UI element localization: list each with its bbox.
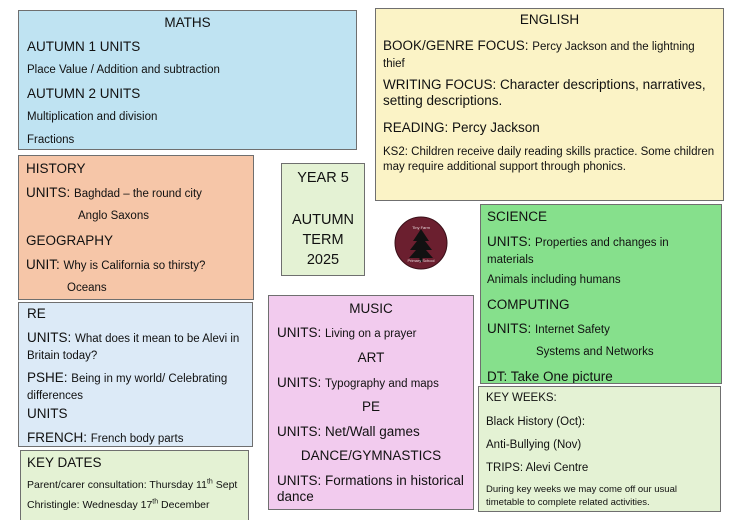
english-book-label: BOOK/GENRE FOCUS: — [383, 38, 529, 53]
english-reading-label: READING: — [383, 120, 449, 135]
maths-autumn1-text: Place Value / Addition and subtraction — [27, 64, 220, 76]
pshe-value: Being in my world/ Celebrating differences — [27, 373, 228, 402]
science-heading: SCIENCE — [487, 209, 548, 224]
pe-units-value: Net/Wall games — [325, 424, 420, 439]
re-units-value: What does it mean to be Alevi in Britain today? — [27, 333, 240, 362]
computing-unit1 — [487, 321, 610, 338]
key-weeks-line3: TRIPS: Alevi Centre — [486, 462, 589, 474]
dance-units-value: Formations in historical dance — [277, 473, 464, 504]
key-date-1-tail: Sept — [212, 479, 238, 491]
history-unit2: Anglo Saxons — [78, 210, 149, 222]
key-weeks-line2: Anti-Bullying (Nov) — [486, 439, 582, 451]
pe-units — [277, 424, 420, 440]
re-heading: RE — [27, 306, 46, 321]
maths-heading: MATHS — [164, 15, 211, 30]
music-heading: MUSIC — [349, 301, 393, 316]
maths-autumn2-line2: Fractions — [27, 134, 75, 146]
geography-unit1 — [26, 257, 205, 274]
geography-unit1-value: Why is California so thirsty? — [63, 260, 206, 272]
art-heading: ART — [357, 350, 385, 365]
english-box — [375, 8, 724, 201]
science-unit2: Animals including humans — [487, 274, 621, 286]
english-book — [383, 38, 717, 72]
geography-unit-label: UNIT: — [26, 257, 60, 272]
science-units — [487, 234, 715, 268]
key-date-2 — [27, 498, 210, 512]
key-weeks-heading: KEY WEEKS: — [486, 392, 557, 404]
science-units-value: Properties and changes in materials — [487, 237, 669, 266]
term-line1: AUTUMN — [291, 212, 355, 228]
key-date-1-sup: th — [206, 478, 213, 486]
key-weeks-line1: Black History (Oct): — [486, 416, 586, 428]
history-heading: HISTORY — [26, 161, 86, 176]
english-writing-value: Character descriptions, narratives, setting descriptions. — [383, 77, 706, 108]
maths-autumn2-line1: Multiplication and division — [27, 111, 158, 123]
art-units-value: Typography and maps — [325, 378, 439, 390]
term-box — [281, 163, 365, 276]
french-label: FRENCH: — [27, 430, 87, 445]
french-value: French body parts — [90, 433, 184, 445]
english-writing — [383, 77, 717, 109]
english-book-value: Percy Jackson and the lightning thief — [383, 41, 695, 70]
pshe-label: PSHE: — [27, 370, 68, 385]
key-dates-heading: KEY DATES — [27, 455, 102, 470]
key-date-1-text: Parent/carer consultation: Thursday 11 — [27, 479, 207, 491]
english-ks2-value: Children receive daily reading skills practice. Some children may require additional support through phonics. — [383, 146, 715, 173]
music-units — [277, 325, 416, 342]
year-label: YEAR 5 — [297, 170, 349, 186]
art-units — [277, 375, 439, 392]
english-ks2 — [383, 145, 717, 175]
computing-units-label: UNITS: — [487, 321, 532, 336]
key-weeks-note: During key weeks we may come off our usual timetable to complete related activities. — [486, 484, 677, 508]
geography-unit2: Oceans — [67, 282, 107, 294]
key-weeks-box — [478, 386, 721, 512]
english-reading — [383, 120, 717, 136]
computing-unit1-value: Internet Safety — [535, 324, 610, 336]
logo-bottom-text: Primary School — [407, 258, 435, 263]
dance-units-label: UNITS: — [277, 473, 322, 488]
key-date-2-text: Christingle: Wednesday 17 — [27, 499, 153, 511]
english-reading-value: Percy Jackson — [452, 120, 540, 135]
music-box — [268, 295, 474, 510]
geography-heading: GEOGRAPHY — [26, 233, 114, 248]
re-units-label: UNITS: — [27, 330, 72, 345]
re-units2-heading: UNITS — [27, 406, 68, 421]
science-box — [480, 204, 722, 384]
history-unit1 — [26, 185, 202, 202]
re-units — [27, 330, 246, 364]
english-writing-label: WRITING FOCUS: — [383, 77, 497, 92]
key-dates-box — [20, 450, 249, 520]
pe-units-label: UNITS: — [277, 424, 322, 439]
english-ks2-label: KS2: — [383, 146, 408, 158]
maths-box — [18, 10, 357, 150]
key-date-2-sup: th — [152, 498, 159, 506]
english-heading: ENGLISH — [519, 12, 580, 27]
dt-text: DT: Take One picture — [487, 369, 613, 384]
key-date-1 — [27, 478, 237, 492]
computing-unit2: Systems and Networks — [536, 346, 654, 358]
maths-autumn1-heading: AUTUMN 1 UNITS — [27, 39, 141, 54]
music-units-value: Living on a prayer — [325, 328, 417, 340]
science-units-label: UNITS: — [487, 234, 532, 249]
key-date-2-tail: December — [158, 499, 210, 511]
pe-heading: PE — [361, 399, 380, 414]
re-box — [18, 302, 253, 447]
computing-heading: COMPUTING — [487, 297, 570, 312]
art-units-label: UNITS: — [277, 375, 322, 390]
french-line — [27, 430, 183, 447]
history-units-label: UNITS: — [26, 185, 71, 200]
dance-heading: DANCE/GYMNASTICS — [300, 448, 442, 463]
history-unit1-value: Baghdad – the round city — [74, 188, 202, 200]
history-box — [18, 155, 254, 300]
maths-autumn2-heading: AUTUMN 2 UNITS — [27, 86, 141, 101]
music-units-label: UNITS: — [277, 325, 322, 340]
dance-units — [277, 473, 465, 505]
logo-top-text: Tiny Farm — [412, 225, 430, 230]
term-year: 2025 — [306, 252, 340, 268]
school-logo — [394, 216, 448, 270]
pshe-line — [27, 370, 246, 404]
term-line2: TERM — [302, 232, 344, 248]
